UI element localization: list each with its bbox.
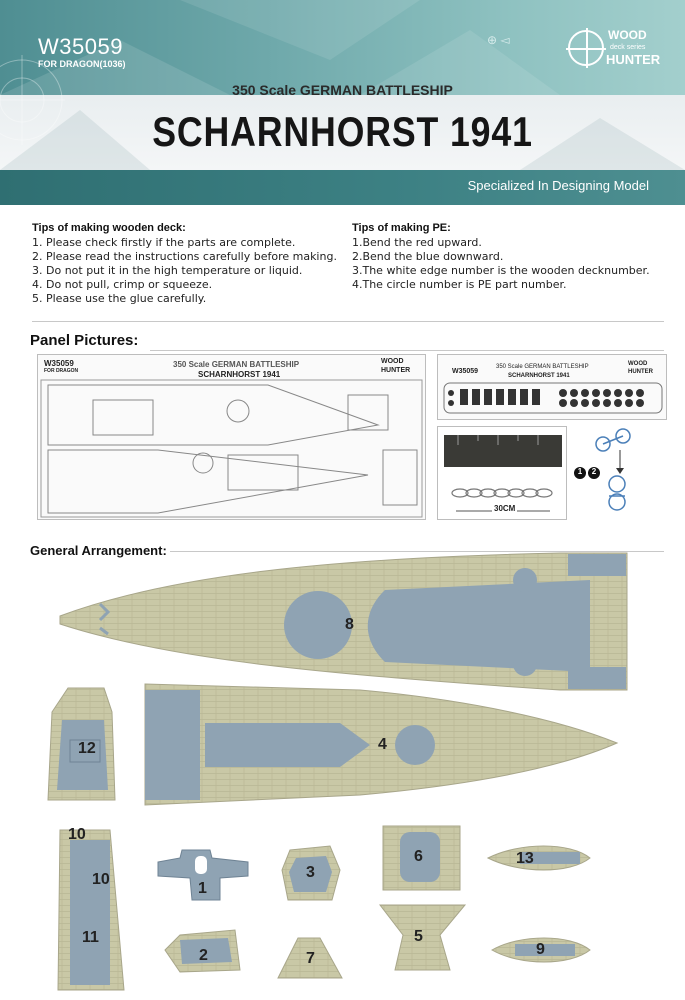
deck-part-13 <box>488 846 590 870</box>
tip-item: 1.Bend the red upward. <box>352 236 482 249</box>
general-arrangement-title: General Arrangement: <box>30 543 167 558</box>
brand-line2: deck series <box>610 44 646 51</box>
part-number-label: 1 <box>198 880 207 897</box>
pe-brand-2: HUNTER <box>628 369 653 375</box>
chain-length-label: 30CM <box>494 504 516 513</box>
tips-deck-title: Tips of making wooden deck: <box>32 222 186 234</box>
tip-item: 1. Please check firstly if the parts are complete. <box>32 236 296 249</box>
step-number: 1 <box>577 467 583 476</box>
tip-item: 3.The white edge number is the wooden decknumber. <box>352 264 650 277</box>
part-number-label: 10 <box>68 826 86 843</box>
tip-item: 5. Please use the glue carefully. <box>32 292 207 305</box>
sheet-brand-2: HUNTER <box>381 367 411 374</box>
part-number-label: 2 <box>199 947 208 964</box>
panel-pictures-title: Panel Pictures: <box>30 332 139 349</box>
tip-item: 2.Bend the blue downward. <box>352 250 504 263</box>
part-number-label: 4 <box>378 736 387 753</box>
part-number-label: 5 <box>414 928 423 945</box>
sheet-ship-title: SCHARNHORST 1941 <box>198 370 281 379</box>
tip-item: 3. Do not put it in the high temperature or liquid. <box>32 264 303 277</box>
tip-item: 4. Do not pull, crimp or squeeze. <box>32 278 213 291</box>
deck-part-8 <box>60 553 627 690</box>
ship-title: SCHARNHORST 1941 <box>152 108 533 155</box>
product-code: W35059 <box>38 34 123 59</box>
tip-item: 4.The circle number is PE part number. <box>352 278 567 291</box>
brand-line1: WOOD <box>608 28 647 42</box>
deck-part-10-11 <box>58 830 124 990</box>
part-number-label: 10 <box>92 871 110 888</box>
tip-item: 2. Please read the instructions carefully before making. <box>32 250 337 263</box>
pe-code: W35059 <box>452 368 479 375</box>
brand-line3: HUNTER <box>606 52 661 67</box>
sheet-code: W35059 <box>44 359 74 368</box>
part-number-label: 11 <box>82 929 99 946</box>
part-number-label: 13 <box>516 850 534 867</box>
tagline: Specialized In Designing Model <box>467 178 649 193</box>
part-number-label: 8 <box>345 616 354 633</box>
scale-title: 350 Scale GERMAN BATTLESHIP <box>232 82 453 98</box>
tips-pe-title: Tips of making PE: <box>352 222 451 234</box>
step-number: 2 <box>591 467 597 476</box>
part-number-label: 9 <box>536 941 545 958</box>
pe-scale-title: 350 Scale GERMAN BATTLESHIP <box>496 364 589 370</box>
pe-brand-1: WOOD <box>628 361 648 367</box>
for-kit-label: FOR DRAGON(1036) <box>38 59 126 69</box>
sheet-scale-title: 350 Scale GERMAN BATTLESHIP <box>173 360 300 369</box>
sheet-for-kit: FOR DRAGON <box>44 368 79 374</box>
sheet-brand-1: WOOD <box>381 358 404 365</box>
part-number-label: 12 <box>78 740 96 757</box>
pe-ship-title: SCHARNHORST 1941 <box>508 373 570 379</box>
crosshair-icon: ⊕ ◅ <box>487 33 510 47</box>
part-number-label: 7 <box>306 950 315 967</box>
part-number-label: 6 <box>414 848 423 865</box>
part-number-label: 3 <box>306 864 315 881</box>
